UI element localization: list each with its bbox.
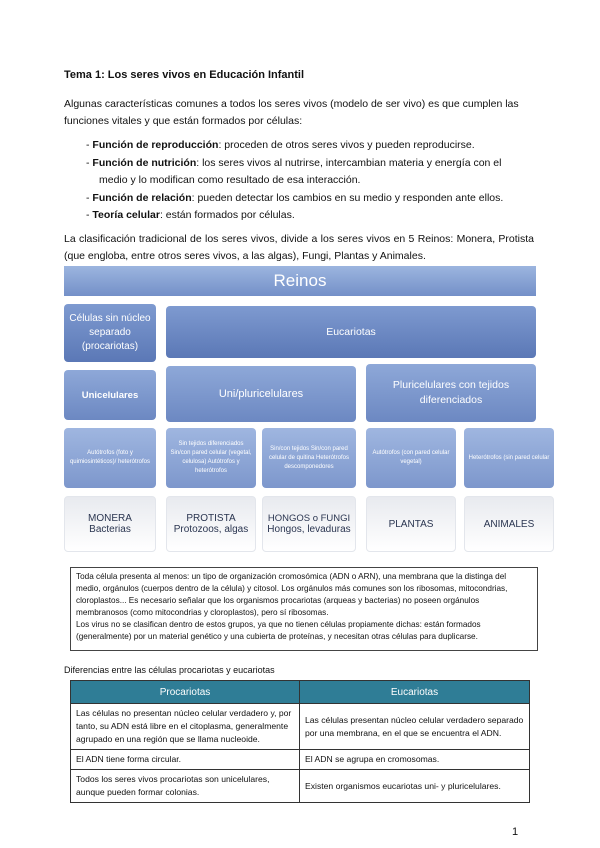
bullet-teoria-celular: - Teoría celular: están formados por células. xyxy=(86,209,295,221)
bullet-relacion: - Función de relación: pueden detectar los cambios en su medio y responden ante ellos. xyxy=(86,192,504,204)
kingdom-examples: Protozoos, algas xyxy=(173,524,249,535)
table-header-row xyxy=(71,681,530,704)
table-row xyxy=(71,704,530,750)
intro-paragraph: Algunas características comunes a todos los seres vivos (modelo de ser vivo) es que cumplen las funciones vitales y que están formados por células: xyxy=(64,98,519,127)
animales-nutrition-box: Heterótrofos (sin pared celular xyxy=(464,428,554,488)
kingdom-name: HONGOS o FUNGI xyxy=(267,512,351,524)
plantas-box xyxy=(366,496,456,552)
note-paragraph: Toda célula presenta al menos: un tipo de organización cromosómica (ADN o ARN), una membrana que la distinga del medio, orgánulos (cuerpos dentro de la célula) y citosol. Los orgánulos más comunes son los ribosomas, mitocondrias, cloroplastos... Es necesario señalar que los organismos procariotas (arqueas y bacterias) no poseen orgánulos membranosos (como mitocondrias y cloroplastos), pero sí ribosomas. xyxy=(76,572,508,617)
diagram-header: Reinos xyxy=(64,266,536,296)
bullet-term: Teoría celular xyxy=(92,209,160,221)
kingdom-name: ANIMALES xyxy=(483,518,535,530)
bullet-continuation: medio y lo modifican como resultado de esa interacción. xyxy=(99,174,361,186)
protista-box xyxy=(166,496,256,552)
eucariotas-box: Eucariotas xyxy=(166,306,536,358)
fungi-nutrition-box: Sin/con tejidos Sin/con pared celular de quitina Heterótrofos descomponedores xyxy=(262,428,356,488)
protista-nutrition-box: Sin tejidos diferenciados Sin/con pared celular (vegetal, celulosa) Autótrofos y heterótrofos xyxy=(166,428,256,488)
kingdom-examples: Bacterias xyxy=(89,524,131,535)
bullet-text: : los seres vivos al nutrirse, intercambian materia y energía con el xyxy=(196,157,502,169)
plantas-nutrition-box: Autótrofos (con pared celular vegetal) xyxy=(366,428,456,488)
unipluricelulares-box: Uni/pluricelulares xyxy=(166,366,356,422)
procariotas-box: Células sin núcleo separado (procariotas) xyxy=(64,304,156,362)
table-row xyxy=(71,750,530,770)
table-row xyxy=(71,770,530,803)
table-cell: Las células presentan núcleo celular verdadero separado por una membrana, en el que se encuentra el ADN. xyxy=(300,704,530,750)
fungi-box xyxy=(262,496,356,552)
bullet-term: Función de nutrición xyxy=(92,157,197,169)
monera-nutrition-box: Autótrofos (foto y quimiosintéticos)/ heterótrofos xyxy=(64,428,156,488)
table-cell: Las células no presentan núcleo celular verdadero y, por tanto, su ADN está libre en el citoplasma, generalmente agrupado en una región que se llama nucleoide. xyxy=(71,704,300,750)
animales-box xyxy=(464,496,554,552)
kingdom-name: MONERA xyxy=(88,513,132,524)
kingdom-examples: Hongos, levaduras xyxy=(267,523,351,535)
bullet-text: : pueden detectar los cambios en su medio y responden ante ellos. xyxy=(191,192,504,204)
column-header: Eucariotas xyxy=(300,681,530,704)
note-paragraph: Los virus no se clasifican dentro de estos grupos, ya que no tienen células propiamente dichas: están formados (generalmente) por un material genético y una cubierta de proteínas, y necesitan otras células para duplicarse. xyxy=(76,620,481,641)
bullet-term: Función de relación xyxy=(92,192,192,204)
comparison-table xyxy=(70,680,530,803)
column-header: Procariotas xyxy=(71,681,300,704)
classification-paragraph: La clasificación tradicional de los seres vivos, divide a los seres vivos en 5 Reinos: Monera, Protista (que engloba, entre otros seres vivos, a las algas), Fungi, Plantas y Animales. xyxy=(64,233,534,262)
bullet-text: : están formados por células. xyxy=(159,209,295,221)
reinos-diagram xyxy=(64,266,550,552)
table-cell: El ADN se agrupa en cromosomas. xyxy=(300,750,530,770)
bullet-reproduccion: - Función de reproducción: proceden de otros seres vivos y pueden reproducirse. xyxy=(86,139,475,151)
bullet-nutricion: - Función de nutrición: los seres vivos al nutrirse, intercambian materia y energía con el medio y lo modifican como resultado de esa interacción. xyxy=(86,155,536,189)
kingdom-name: PLANTAS xyxy=(388,518,434,530)
table-cell: Todos los seres vivos procariotas son unicelulares, aunque pueden formar colonias. xyxy=(71,770,300,803)
monera-box xyxy=(64,496,156,552)
table-caption: Diferencias entre las células procariotas y eucariotas xyxy=(64,665,275,675)
unicelulares-box: Unicelulares xyxy=(64,370,156,420)
pluricelulares-box: Pluricelulares con tejidos diferenciados xyxy=(366,364,536,422)
bullet-term: Función de reproducción xyxy=(92,139,219,151)
kingdom-name: PROTISTA xyxy=(186,513,236,524)
table-cell: Existen organismos eucariotas uni- y pluricelulares. xyxy=(300,770,530,803)
bullet-text: : proceden de otros seres vivos y pueden reproducirse. xyxy=(218,139,475,151)
table-cell: El ADN tiene forma circular. xyxy=(71,750,300,770)
cell-note-box xyxy=(70,567,538,651)
page-number: 1 xyxy=(512,826,519,838)
page-heading: Tema 1: Los seres vivos en Educación Infantil xyxy=(64,69,305,81)
